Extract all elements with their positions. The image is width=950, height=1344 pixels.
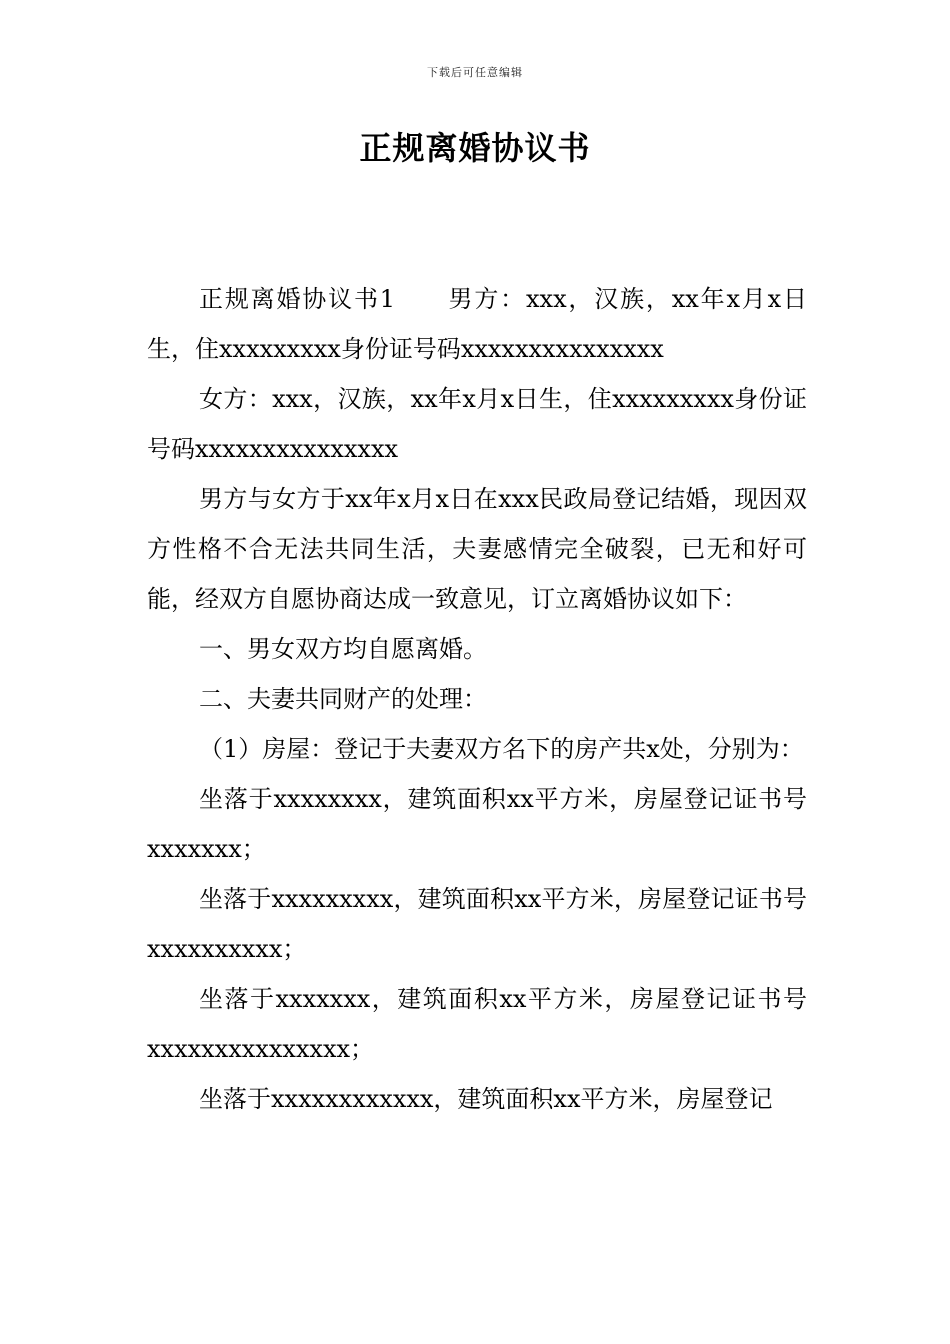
paragraph-clause-1: 一、男女双方均自愿离婚。: [199, 635, 487, 663]
paragraph-property-1: 坐落于xxxxxxxx，建筑面积xx平方米，房屋登记证书号xxxxxxx；: [147, 785, 807, 863]
paragraph-property-4: 坐落于xxxxxxxxxxxx，建筑面积xx平方米，房屋登记: [199, 1085, 773, 1113]
paragraph-parties-male: 正规离婚协议书1 男方：xxx，汉族，xx年x月x日生，住xxxxxxxxx身份证号码xxxxxxxxxxxxxxx: [147, 285, 807, 363]
paragraph-clause-2: 二、夫妻共同财产的处理：: [199, 685, 487, 713]
page-header-note: 下载后可任意编辑: [427, 66, 523, 79]
paragraph-clause-2-1: （1）房屋：登记于夫妻双方名下的房产共x处，分别为：: [199, 735, 804, 763]
document-body: [147, 274, 807, 1124]
paragraph-parties-female: 女方：xxx，汉族，xx年x月x日生，住xxxxxxxxx身份证号码xxxxxxxxxxxxxxx: [147, 385, 807, 463]
paragraph-property-3: 坐落于xxxxxxx，建筑面积xx平方米，房屋登记证书号xxxxxxxxxxxxxxx；: [147, 985, 807, 1063]
paragraph-preamble: 男方与女方于xx年x月x日在xxx民政局登记结婚，现因双方性格不合无法共同生活，夫妻感情完全破裂，已无和好可能，经双方自愿协商达成一致意见，订立离婚协议如下：: [147, 485, 807, 613]
document-title: 正规离婚协议书: [359, 129, 591, 167]
paragraph-property-2: 坐落于xxxxxxxxx，建筑面积xx平方米，房屋登记证书号xxxxxxxxxx；: [147, 885, 807, 963]
